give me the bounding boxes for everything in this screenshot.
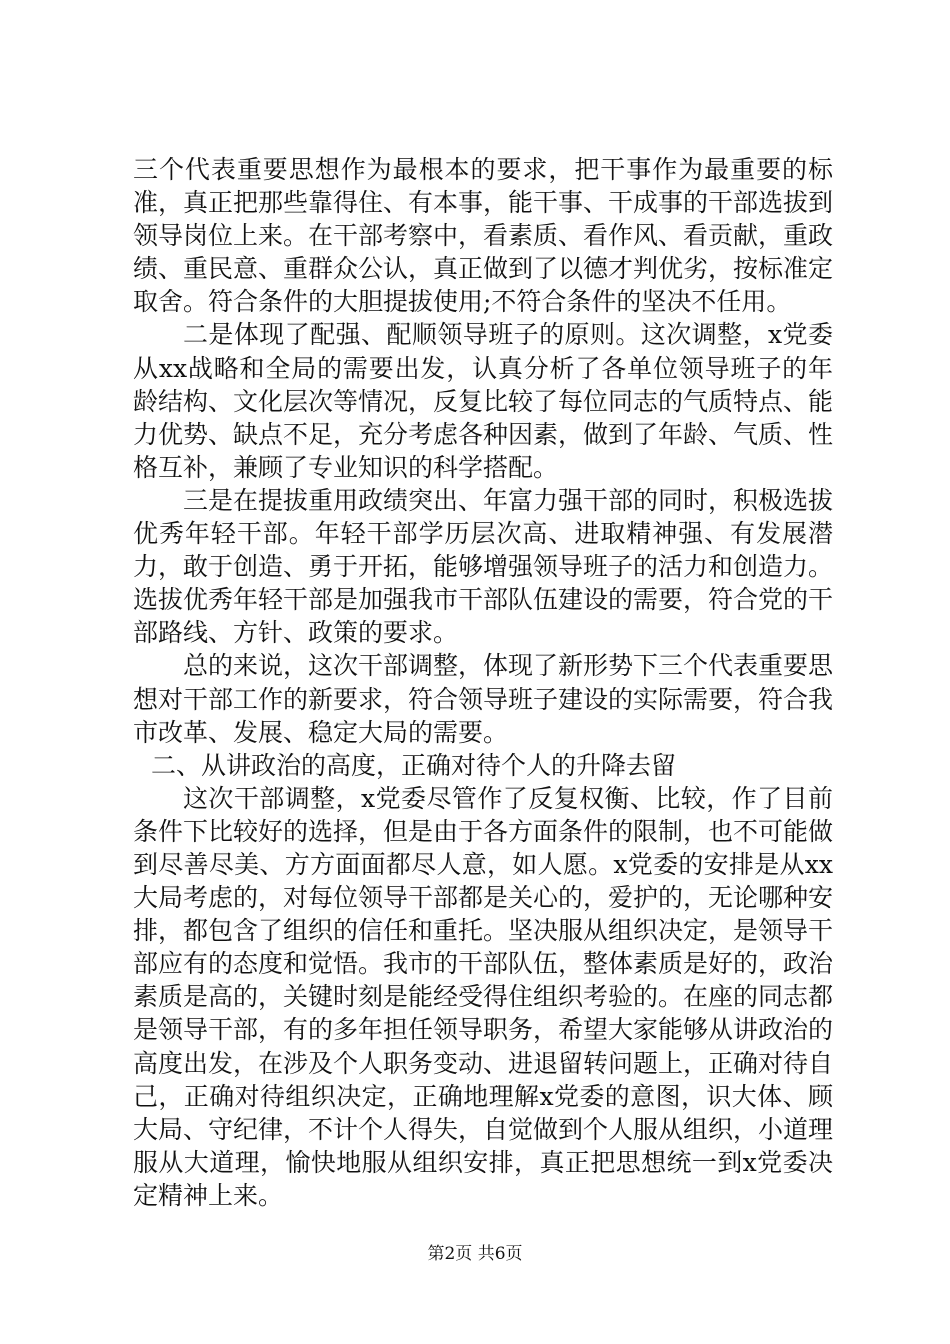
paragraph-summary: 总的来说，这次干部调整，体现了新形势下三个代表重要思想对干部工作的新要求，符合领导班子建设的实际需要，符合我市改革、发展、稳定大局的需要。 bbox=[133, 651, 834, 747]
page-number-footer: 第2页 共6页 bbox=[427, 1244, 523, 1264]
paragraph-section-two-body: 这次干部调整，x党委尽管作了反复权衡、比较，作了目前条件下比较好的选择，但是由于各方面条件的限制，也不可能做到尽善尽美、方方面面都尽人意，如人愿。x党委的安排是从xx大局考虑的，对每位领导干部都是关心的，爱护的，无论哪种安排，都包含了组织的信任和重托。坚决服从组织决定，是领导干部应有的态度和觉悟。我市的干部队伍，整体素质是好的，政治素质是高的，关键时刻是能经受得住组织考验的。在座的同志都是领导干部，有的多年担任领导职务，希望大家能够从讲政治的高度出发，在涉及个人职务变动、进退留转问题上，正确对待自己，正确对待组织决定，正确地理解x党委的意图，识大体、顾大局、守纪律，不计个人得失，自觉做到个人服从组织，小道理服从大道理，愉快地服从组织安排，真正把思想统一到x党委决定精神上来。 bbox=[133, 783, 834, 1210]
section-heading: 二、从讲政治的高度，正确对待个人的升降去留 bbox=[151, 750, 677, 780]
paragraph-point-two: 二是体现了配强、配顺领导班子的原则。这次调整，x党委从xx战略和全局的需要出发，认真分析了各单位领导班子的年龄结构、文化层次等情况，反复比较了每位同志的气质特点、能力优势、缺点不足，充分考虑各种因素，做到了年龄、气质、性格互补，兼顾了专业知识的科学搭配。 bbox=[133, 320, 834, 482]
document-body bbox=[133, 153, 833, 1212]
paragraph-continuation: 三个代表重要思想作为最根本的要求，把干事作为最重要的标准，真正把那些靠得住、有本事，能干事、干成事的干部选拔到领导岗位上来。在干部考察中，看素质、看作风、看贡献，重政绩、重民意、重群众公认，真正做到了以德才判优劣，按标准定取舍。符合条件的大胆提拔使用;不符合条件的坚决不任用。 bbox=[133, 155, 834, 317]
paragraph-point-three: 三是在提拔重用政绩突出、年富力强干部的同时，积极选拔优秀年轻干部。年轻干部学历层次高、进取精神强、有发展潜力，敢于创造、勇于开拓，能够增强领导班子的活力和创造力。选拔优秀年轻干部是加强我市干部队伍建设的需要，符合党的干部路线、方针、政策的要求。 bbox=[133, 485, 834, 648]
